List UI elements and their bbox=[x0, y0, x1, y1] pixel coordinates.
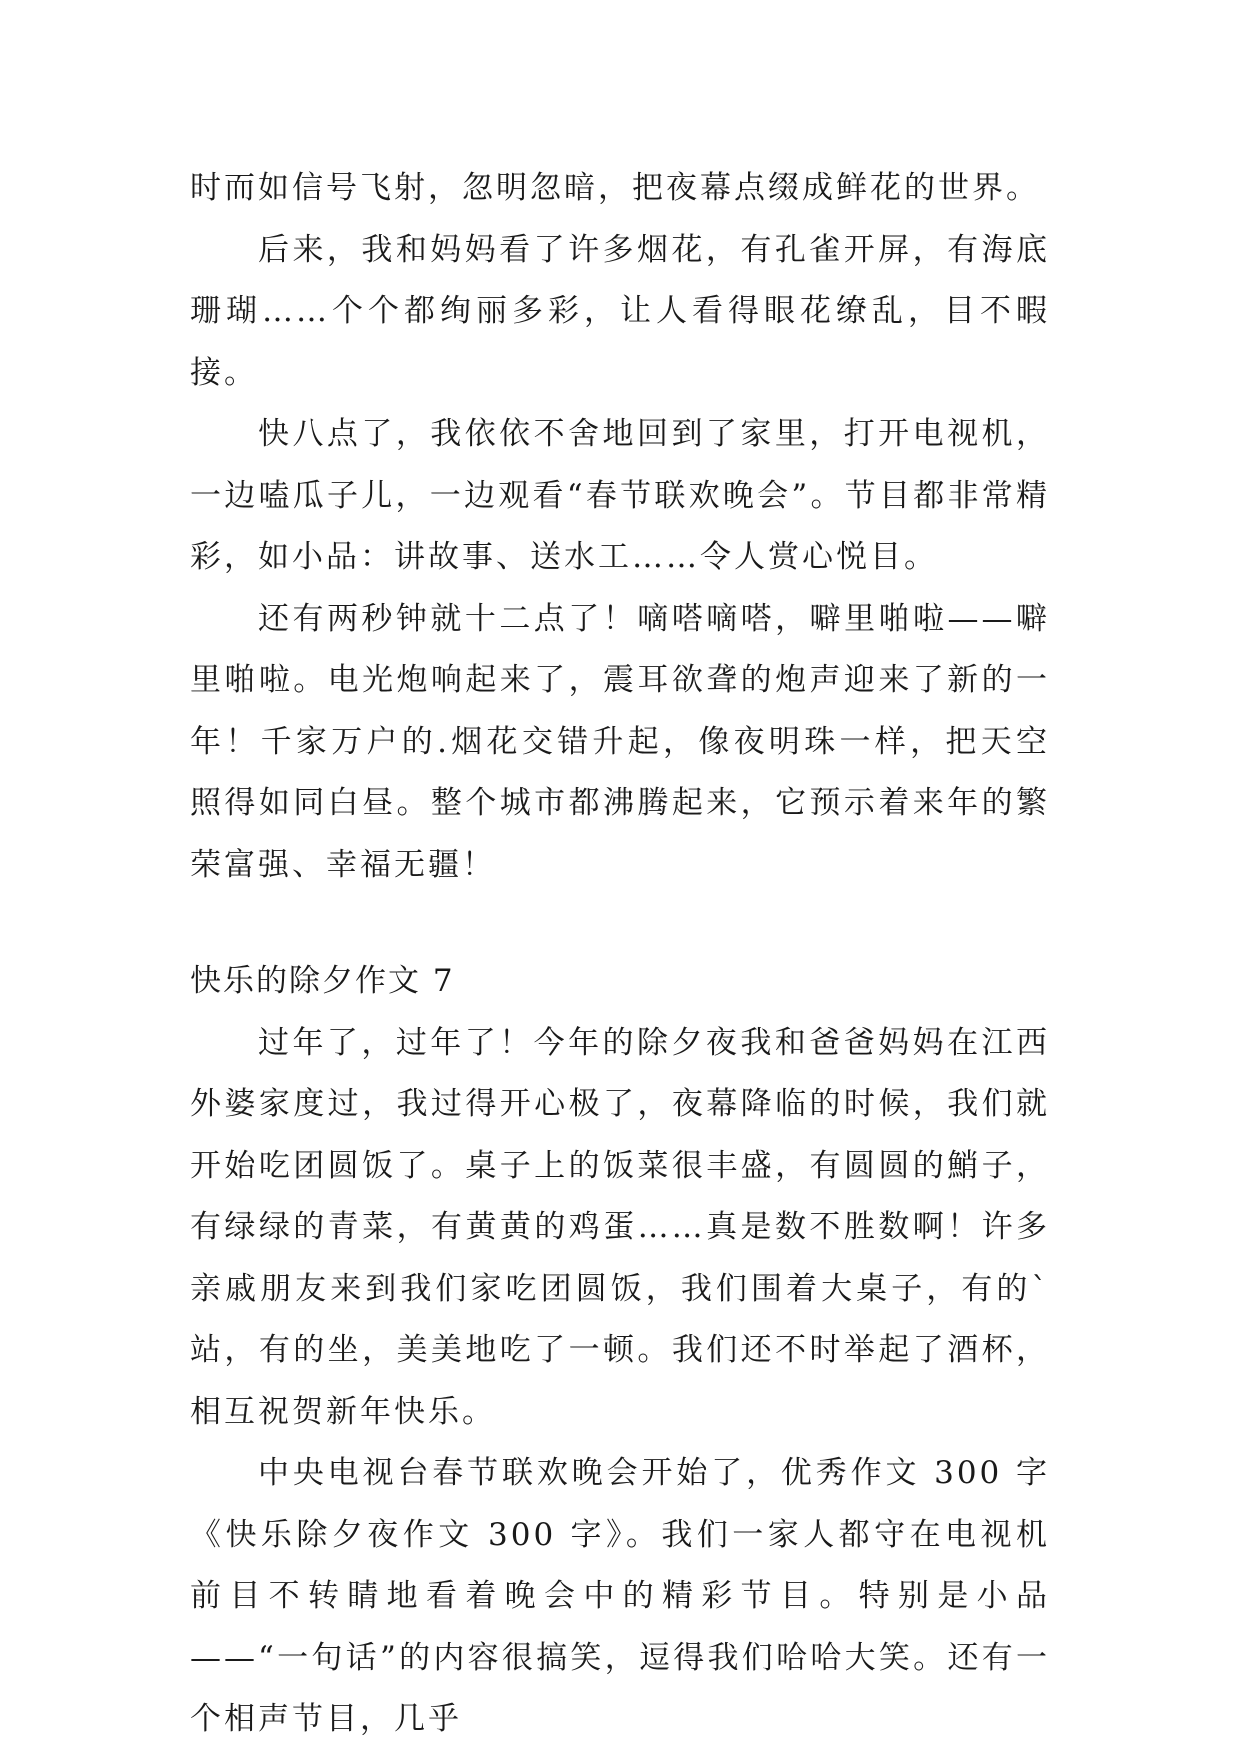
paragraph-tv-gala: 快八点了，我依依不舍地回到了家里，打开电视机，一边嗑瓜子儿，一边观看“春节联欢晚会”。节目都非常精彩，如小品：讲故事、送水工……令人赏心悦目。 bbox=[190, 416, 1050, 575]
paragraph-midnight: 还有两秒钟就十二点了！嘀嗒嘀嗒，噼里啪啦——噼里啪啦。电光炮响起来了，震耳欲聋的炮声迎来了新的一年！千家万户的.烟花交错升起，像夜明珠一样，把天空照得如同白昼。整个城市都沸腾起来，它预示着来年的繁荣富强、幸福无疆！ bbox=[190, 600, 1050, 883]
essay-text bbox=[190, 158, 1050, 1751]
section-spacer bbox=[190, 896, 1050, 951]
paragraph-cctv-gala: 中央电视台春节联欢晚会开始了，优秀作文 300 字《快乐除夕夜作文 300 字》。我们一家人都守在电视机前目不转睛地看着晚会中的精彩节目。特别是小品——“一句话”的内容很搞笑，逗得我们哈哈大笑。还有一个相声节目，几乎 bbox=[190, 1455, 1050, 1737]
paragraph-fireworks: 后来，我和妈妈看了许多烟花，有孔雀开屏，有海底珊瑚……个个都绚丽多彩，让人看得眼花缭乱，目不暇接。 bbox=[190, 231, 1050, 391]
section-title: 快乐的除夕作文 7 bbox=[190, 963, 455, 999]
paragraph-continuation: 时而如信号飞射，忽明忽暗，把夜幕点缀成鲜花的世界。 bbox=[190, 170, 1040, 206]
paragraph-reunion-dinner: 过年了，过年了！今年的除夕夜我和爸爸妈妈在江西外婆家度过，我过得开心极了，夜幕降临的时候，我们就开始吃团圆饭了。桌子上的饭菜很丰盛，有圆圆的鮹子，有绿绿的青菜，有黄黄的鸡蛋……真是数不胜数啊！许多亲戚朋友来到我们家吃团圆饭，我们围着大桌子，有的`站，有的坐，美美地吃了一顿。我们还不时举起了酒杯，相互祝贺新年快乐。 bbox=[190, 1024, 1050, 1430]
